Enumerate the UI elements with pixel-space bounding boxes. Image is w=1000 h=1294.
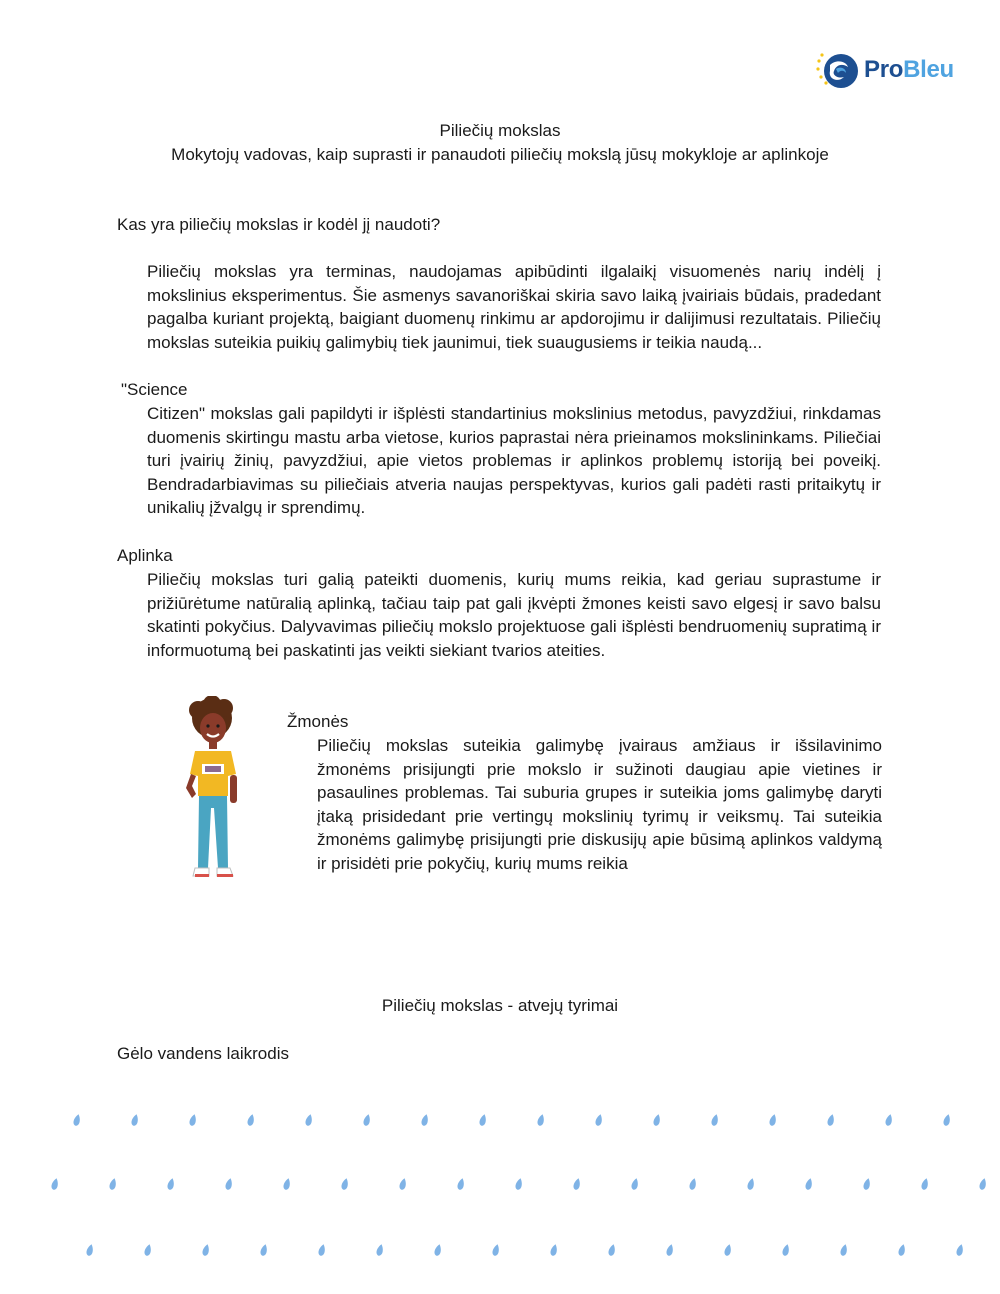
water-drop-icon [399,1177,408,1190]
water-drop-icon [318,1243,327,1256]
intro-question-heading: Kas yra piliečių mokslas ir kodėl jį naudoti? [117,215,441,234]
water-drop-icon [921,1177,930,1190]
water-drop-icon [827,1113,836,1126]
water-drop-icon [167,1177,176,1190]
water-drop-icon [711,1113,720,1126]
water-drop-icon [492,1243,501,1256]
water-drop-icon [550,1243,559,1256]
water-drop-icon [515,1177,524,1190]
zmones-heading: Žmonės [287,712,349,731]
water-drop-icon [363,1113,372,1126]
water-drop-icon [189,1113,198,1126]
water-drop-icon [86,1243,95,1256]
water-drop-icon [283,1177,292,1190]
water-drop-icon [341,1177,350,1190]
logo-text-bleu: Bleu [903,56,954,83]
logo-text-pro: Pro [864,56,904,83]
water-drop-icon [51,1177,60,1190]
water-drop-icon [376,1243,385,1256]
water-drop-icon [305,1113,314,1126]
water-drop-icon [631,1177,640,1190]
water-drop-icon [689,1177,698,1190]
aplinka-paragraph: Piliečių mokslas turi galią pateikti duomenis, kurių mums reikia, kad geriau suprastume ir prižiūrėtume natūralią aplinką, tačiau taip pat gali įkvėpti žmones keisti savo elgesį ir savo balsu skatinti pokyčius. Dalyvavimas piliečių mokslo projektuose gali išplėsti bendruomenių supratimą ir informuotumą bei paskatinti jas veikti siekiant tvarios ateities. [147,570,881,660]
water-drop-icon [724,1243,733,1256]
water-drop-icon [943,1113,952,1126]
logo-wordmark [864,56,954,84]
water-drop-icon [131,1113,140,1126]
science-label: "Science [121,380,188,399]
water-drop-icon [979,1177,988,1190]
water-drop-icon [479,1113,488,1126]
case-studies-title: Piliečių mokslas - atvejų tyrimai [381,996,619,1015]
aplinka-heading: Aplinka [117,546,173,565]
water-drop-icon [840,1243,849,1256]
probleu-emblem-icon [814,49,860,91]
water-drop-icon [898,1243,907,1256]
water-drop-icon [247,1113,256,1126]
water-drop-icon [747,1177,756,1190]
zmones-paragraph: Piliečių mokslas suteikia galimybę įvairaus amžiaus ir išsilavinimo žmonėms prisijungti prie mokslo ir sužinoti daugiau apie vietines ir pasaulines problemas. Tai suburia grupes ir suteikia joms galimybę daryti įtaką prisidedant prie vertingų mokslinių tyrimų ir veiksmų. Tai suteikia žmonėms galimybę prisijungti prie diskusijų apie būsimą aplinkos valdymą ir prisidėti prie pokyčių, kurių mums reikia [317,736,882,873]
case-study-heading: Gėlo vandens laikrodis [117,1044,289,1063]
probleu-logo [814,48,964,92]
water-drop-icon [573,1177,582,1190]
page-title: Piliečių mokslas [439,121,561,140]
water-drop-icon [225,1177,234,1190]
water-drop-icon [595,1113,604,1126]
water-drop-icon [421,1113,430,1126]
water-drop-icon [608,1243,617,1256]
water-drop-icon [144,1243,153,1256]
water-drop-icon [73,1113,82,1126]
water-drop-icon [666,1243,675,1256]
water-drop-icon [653,1113,662,1126]
child-illustration [178,696,248,884]
water-drop-icon [109,1177,118,1190]
water-drop-icon [956,1243,965,1256]
water-drop-icon [202,1243,211,1256]
water-drop-icon [769,1113,778,1126]
water-drop-icon [885,1113,894,1126]
water-drop-icon [782,1243,791,1256]
water-drop-icon [457,1177,466,1190]
science-paragraph: Citizen" mokslas gali papildyti ir išplėsti standartinius mokslinius metodus, pavyzdžiui, rinkdamas duomenis skirtingu mastu arba vietose, kurios paprastai nėra prieinamos mokslininkams. Piliečiai turi įvairių žinių, pavyzdžiui, apie vietos problemas ir aplinkos problemų istoriją bei poveikį. Bendradarbiavimas su piliečiais atveria naujas perspektyvas, kurios gali padėti rasti pritaikytų ir unikalių įžvalgų ir sprendimų. [147,404,881,517]
intro-paragraph: Piliečių mokslas yra terminas, naudojamas apibūdinti ilgalaikį visuomenės narių indėlį į mokslinius eksperimentus. Šie asmenys savanoriškai skiria savo laiką įvairiais būdais, pradedant pagalba kuriant projektą, baigiant duomenų rinkimu ar apdorojimu ir dalijimusi rezultatais. Piliečių mokslas suteikia puikių galimybių tiek jaunimui, tiek suaugusiems ir teikia naudą... [147,262,881,352]
water-drop-icon [260,1243,269,1256]
water-drops-decoration [0,1090,1000,1280]
page-subtitle: Mokytojų vadovas, kaip suprasti ir panaudoti piliečių mokslą jūsų mokykloje ar aplinkoje [171,145,829,164]
water-drop-icon [863,1177,872,1190]
water-drop-icon [805,1177,814,1190]
water-drop-icon [537,1113,546,1126]
water-drop-icon [434,1243,443,1256]
